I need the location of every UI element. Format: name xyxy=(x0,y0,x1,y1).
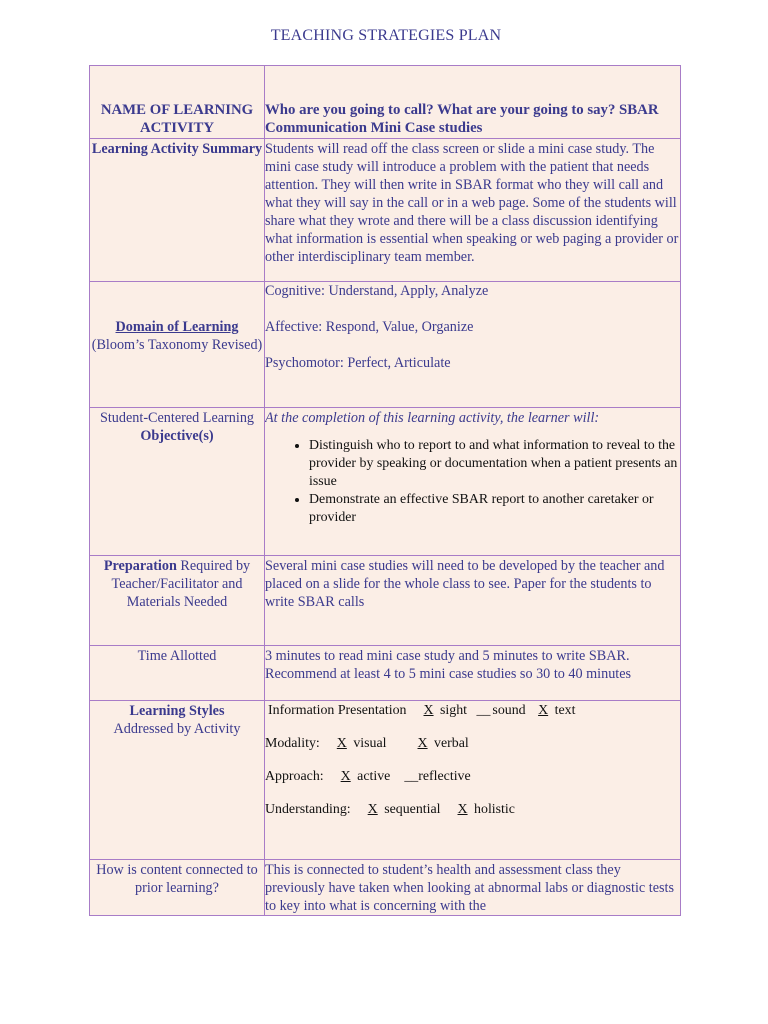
styles-approach-line xyxy=(265,768,680,801)
row-learning-styles xyxy=(90,701,681,860)
info-sight: sight xyxy=(440,703,468,718)
info-text-mark: X xyxy=(538,703,549,718)
label-summary xyxy=(90,139,265,282)
teaching-plan-table xyxy=(89,65,681,916)
value-activity-name xyxy=(265,66,681,139)
styles-understanding-line xyxy=(265,801,680,834)
modality-visual: visual xyxy=(353,736,387,751)
info-label: Information Presentation xyxy=(268,703,407,718)
label-prior-learning xyxy=(90,860,265,916)
info-sound-mark: __ xyxy=(476,703,491,718)
understanding-holistic-mark: X xyxy=(457,802,468,817)
label-domain xyxy=(90,282,265,408)
label-objectives xyxy=(90,408,265,556)
summary-label: Learning Activity Summary xyxy=(91,141,263,157)
domain-affective: Affective: Respond, Value, Organize xyxy=(265,319,474,335)
understanding-sequential: sequential xyxy=(384,802,441,817)
approach-label: Approach: xyxy=(265,769,324,784)
row-prior-learning xyxy=(90,860,681,916)
understanding-label: Understanding: xyxy=(265,802,351,817)
objective-item: • Demonstrate an effective SBAR report to another caretaker or provider xyxy=(309,491,680,527)
label-activity-name xyxy=(90,66,265,139)
value-preparation xyxy=(265,556,681,646)
info-text: text xyxy=(554,703,576,718)
row-time xyxy=(90,646,681,701)
preparation-label-rest: Required by Teacher/Facilitator and Materials Needed xyxy=(111,558,251,610)
row-objectives xyxy=(90,408,681,556)
objective-item: • Distinguish who to report to and what information to reveal to the provider by speaking or documentation when a patient presents an issue xyxy=(309,437,680,491)
activity-name-value: Who are you going to call? What are your going to say? SBAR Communication Mini Case studies xyxy=(265,102,659,136)
objectives-label-plain: Student-Centered Learning xyxy=(99,410,255,426)
row-summary xyxy=(90,139,681,282)
label-learning-styles xyxy=(90,701,265,860)
modality-verbal-mark: X xyxy=(417,736,428,751)
domain-label-bold: Domain of Learning xyxy=(115,319,239,335)
styles-information-line xyxy=(265,702,680,735)
approach-active-mark: X xyxy=(340,769,351,784)
value-summary xyxy=(265,139,681,282)
row-domain xyxy=(90,282,681,408)
value-prior-learning xyxy=(265,860,681,916)
objectives-label-bold: Objective(s) xyxy=(140,428,214,444)
objectives-list xyxy=(265,437,680,527)
preparation-value: Several mini case studies will need to be developed by the teacher and placed on a slide for the whole class to see. Paper for the students to write SBAR calls xyxy=(265,558,665,610)
row-preparation xyxy=(90,556,681,646)
domain-label-rest: (Bloom’s Taxonomy Revised) xyxy=(91,337,263,353)
activity-name-label: NAME OF LEARNING ACTIVITY xyxy=(100,102,254,136)
modality-visual-mark: X xyxy=(336,736,347,751)
time-label: Time Allotted xyxy=(137,648,217,664)
label-preparation xyxy=(90,556,265,646)
styles-label-bold: Learning Styles xyxy=(129,703,225,719)
objectives-intro: At the completion of this learning activity, the learner will: xyxy=(265,410,600,426)
time-value: 3 minutes to read mini case study and 5 minutes to write SBAR. Recommend at least 4 to 5 mini case studies so 30 to 40 minutes xyxy=(265,648,632,682)
modality-verbal: verbal xyxy=(434,736,469,751)
value-time xyxy=(265,646,681,701)
approach-reflective: reflective xyxy=(418,769,471,784)
approach-reflective-mark: __ xyxy=(404,769,419,784)
preparation-label-bold: Preparation xyxy=(103,558,177,574)
value-domain xyxy=(265,282,681,408)
label-time xyxy=(90,646,265,701)
row-activity-name xyxy=(90,66,681,139)
prior-value: This is connected to student’s health and assessment class they previously have taken when looking at abnormal labs or diagnostic tests to key into what is concerning with the xyxy=(265,862,674,914)
understanding-holistic: holistic xyxy=(474,802,515,817)
understanding-sequential-mark: X xyxy=(367,802,378,817)
domain-psychomotor: Psychomotor: Perfect, Articulate xyxy=(265,355,451,371)
modality-label: Modality: xyxy=(265,736,320,751)
domain-cognitive: Cognitive: Understand, Apply, Analyze xyxy=(265,283,489,299)
styles-label-rest: Addressed by Activity xyxy=(113,721,241,737)
summary-value: Students will read off the class screen or slide a mini case study. The mini case study will introduce a problem with the patient that needs attention. They will then write in SBAR format who they will call and what they will say in the call or in a web page. Some of the students will share what they wrote and there will be a class discussion identifying what information is essential when speaking or web paging a provider or other interdisciplinary team member. xyxy=(265,141,679,265)
value-objectives xyxy=(265,408,681,556)
approach-active: active xyxy=(357,769,391,784)
info-sound: sound xyxy=(492,703,526,718)
page-title: TEACHING STRATEGIES PLAN xyxy=(270,27,502,44)
styles-modality-line xyxy=(265,735,680,768)
prior-label: How is content connected to prior learning? xyxy=(96,862,258,896)
value-learning-styles xyxy=(265,701,681,860)
info-sight-mark: X xyxy=(423,703,434,718)
